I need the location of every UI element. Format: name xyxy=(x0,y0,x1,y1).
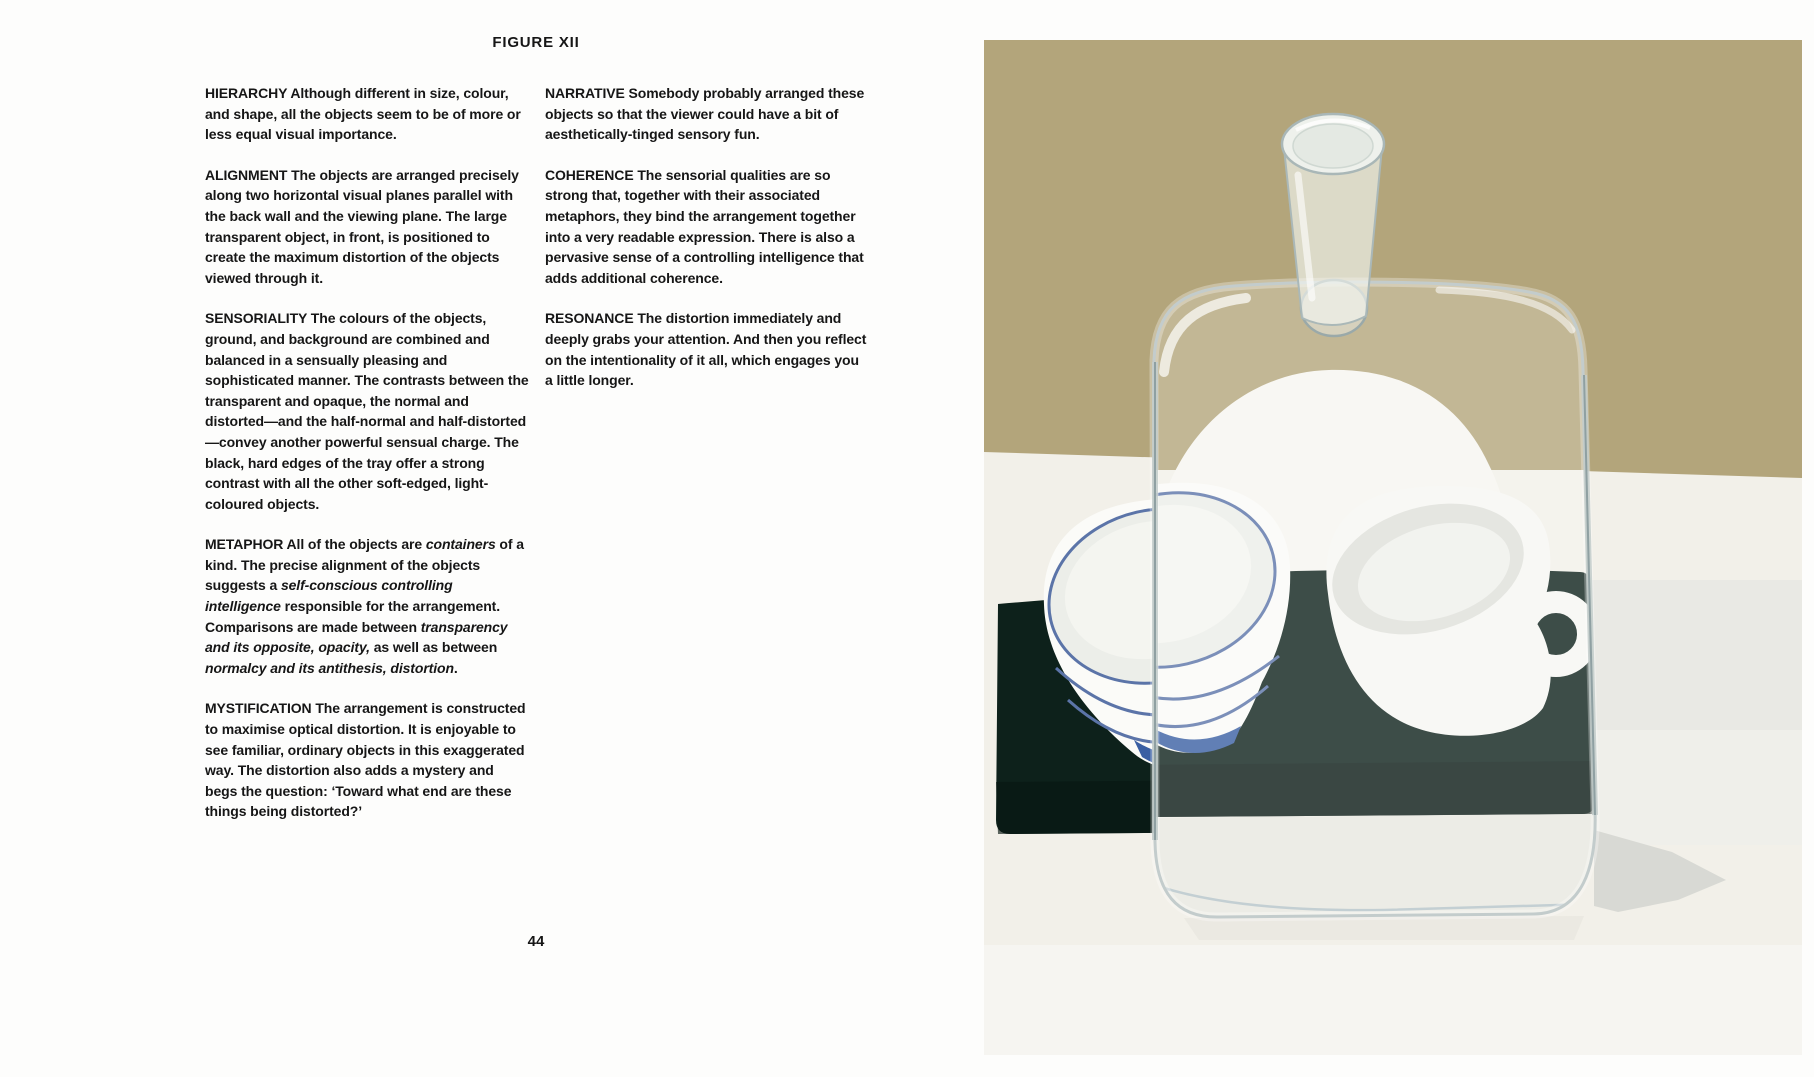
text: MYSTIFICATION The arrangement is constructed to maximise optical distortion. It is enjoyable to see familiar, ordinary objects in this exaggerated way. The distortion also adds a mystery and begs the question: ‘Toward what end are these things being distorted?’ xyxy=(205,700,526,820)
italic-text: transparency and its opposite, opacity, xyxy=(205,618,508,656)
paragraph xyxy=(205,308,529,514)
neck-opening-inner xyxy=(1293,124,1373,168)
text: ALIGNMENT The objects are arranged precisely along two horizontal visual planes parallel with the back wall and the viewing plane. The large transparent object, in front, is positioned to create the maximum distortion of the objects viewed through it. xyxy=(205,166,519,286)
table-shadow-band xyxy=(1582,580,1802,730)
page-number: 44 xyxy=(527,933,545,950)
text-column-right xyxy=(545,83,869,842)
text-column-left xyxy=(205,83,529,842)
text: responsible for the arrangement. Comparisons are made between xyxy=(205,598,501,635)
glass-body xyxy=(1154,282,1595,917)
table-front xyxy=(984,945,1802,1055)
paragraph xyxy=(545,308,869,390)
text: METAPHOR All of the objects are xyxy=(205,536,426,553)
glass-vessel xyxy=(1154,282,1595,917)
text: NARRATIVE Somebody probably arranged these objects so that the viewer could have a bit of aesthetically-tinged sensory fun. xyxy=(545,85,865,143)
paragraph xyxy=(545,165,869,289)
text: . xyxy=(453,659,458,676)
table-shadow-band-2 xyxy=(1582,730,1802,845)
text: of a kind. The precise alignment of the objects suggests a xyxy=(205,536,524,594)
text: as well as between xyxy=(369,639,498,656)
paragraph xyxy=(545,83,869,145)
paragraph xyxy=(205,698,529,822)
figure-label: FIGURE XII xyxy=(492,34,580,51)
paragraph xyxy=(205,83,529,145)
figure-artwork xyxy=(984,40,1802,1055)
italic-text: containers xyxy=(425,536,496,553)
italic-text: normalcy and its antithesis, distortion xyxy=(205,659,454,676)
text-columns xyxy=(205,83,869,842)
text: RESONANCE The distortion immediately and deeply grabs your attention. And then you reflect on the intentionality of it all, which engages you a little longer. xyxy=(545,310,867,389)
paragraph xyxy=(205,534,529,678)
text: HIERARCHY Although different in size, colour, and shape, all the objects seem to be of more or less equal visual importance. xyxy=(205,85,521,143)
italic-text: self-conscious controlling intelligence xyxy=(205,577,453,615)
text: SENSORIALITY The colours of the objects, ground, and background are combined and balanced in a sensually pleasing and sophisticated manner. The contrasts between the transparent and opaque, the normal and distorted—and the half-normal and half-distorted—convey another powerful sensual charge. The black, hard edges of the tray offer a strong contrast with all the other soft-edged, light-coloured objects. xyxy=(205,310,529,512)
text: COHERENCE The sensorial qualities are so strong that, together with their associated metaphors, they bind the arrangement together into a very readable expression. There is also a pervasive sense of a controlling intelligence that adds additional coherence. xyxy=(545,166,864,286)
paragraph xyxy=(205,165,529,289)
